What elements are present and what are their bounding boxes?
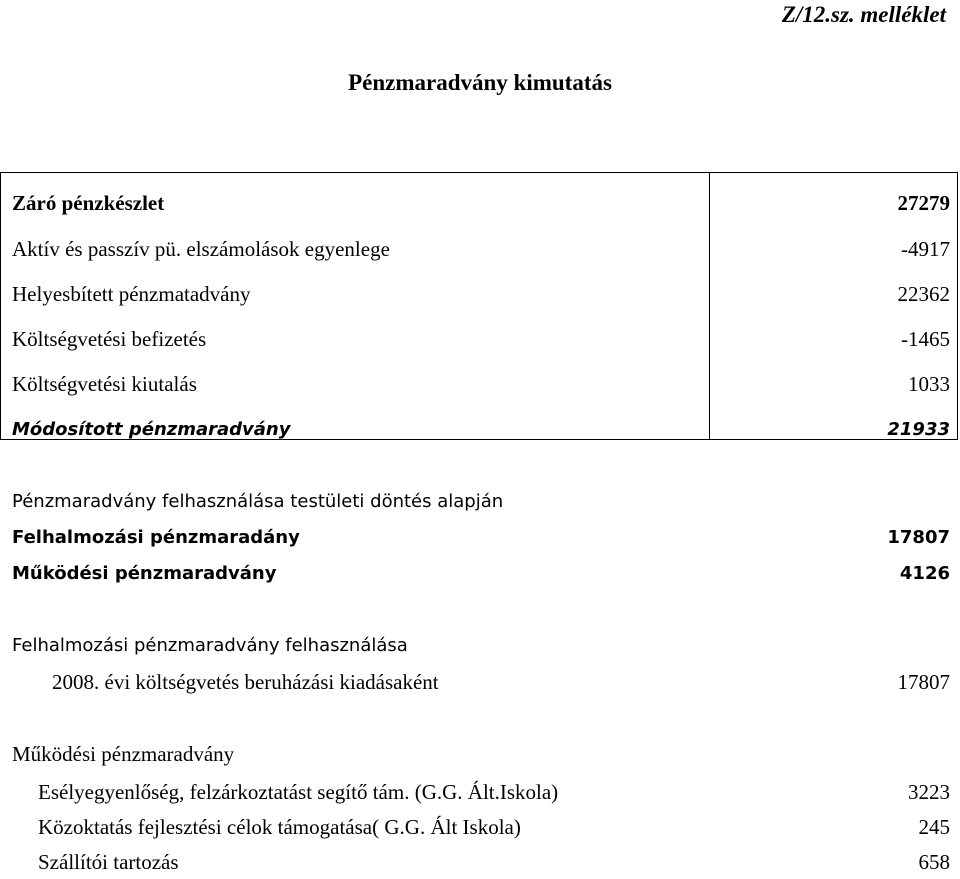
list-item-equal-opportunity [0,775,960,809]
row-label: Működési pénzmaradvány [12,563,277,584]
row-label: Költségvetési befizetés [12,327,207,351]
section-heading: Pénzmaradvány felhasználása testületi döntés alapján [12,491,504,512]
row-label: Esélyegyenlőség, felzárkoztatást segítő tám. (G.G. Ált.Iskola) [38,780,559,804]
row-value: 245 [918,815,950,839]
table-row-budget-payment [0,322,960,356]
page-title: Pénzmaradvány kimutatás [348,70,612,95]
row-label: Aktív és passzív pü. elszámolások egyenlege [12,237,390,261]
list-item-operating-residual [0,557,960,591]
row-value: 1033 [908,372,950,396]
table-row-modified-residual [0,413,960,447]
row-value: -1465 [901,327,950,351]
row-label: Helyesbített pénzmatadvány [12,282,251,306]
list-item-2008-investment [0,665,960,699]
row-value: 3223 [908,780,950,804]
row-value: 17807 [887,527,950,548]
row-label: Szállítói tartozás [38,850,179,874]
list-item-supplier-debt [0,845,960,879]
row-value: 27279 [897,191,950,215]
row-label: Felhalmozási pénzmaradány [12,527,300,548]
list-item-education-development [0,810,960,844]
table-row-closing-cash [0,186,960,220]
row-label: Módosított pénzmaradvány [12,419,291,440]
row-label: Költségvetési kiutalás [12,372,197,396]
row-label: Közoktatás fejlesztési célok támogatása( G.G. Ált Iskola) [38,815,521,839]
table-row-adjusted-residual [0,277,960,311]
annex-label: Z/12.sz. melléklet [781,2,946,27]
row-value: 658 [918,850,950,874]
row-label: 2008. évi költségvetés beruházási kiadásaként [52,670,439,694]
row-value: 17807 [897,670,950,694]
row-value: -4917 [901,237,950,261]
table-row-budget-transfer [0,367,960,401]
section-heading-operating-use [0,737,960,771]
section-heading: Felhalmozási pénzmaradvány felhasználása [12,635,408,656]
table-row-active-passive [0,232,960,266]
row-value: 4126 [899,563,950,584]
row-value: 21933 [887,419,950,440]
section-heading-capital-use [0,629,960,663]
row-label: Záró pénzkészlet [12,191,165,215]
section-heading-decision [0,485,960,519]
row-value: 22362 [897,282,950,306]
section-heading: Működési pénzmaradvány [12,742,235,766]
list-item-capital-residual [0,521,960,555]
